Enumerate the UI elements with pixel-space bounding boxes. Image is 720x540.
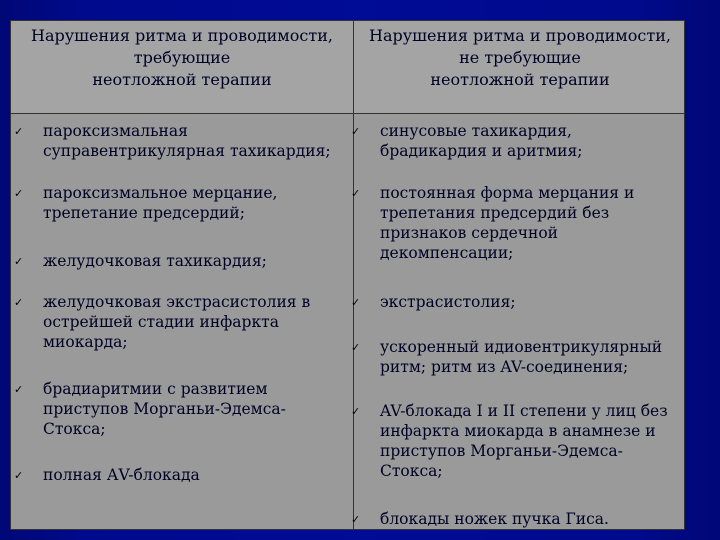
list-item xyxy=(351,183,635,263)
list-item-text: полная АV-блокада xyxy=(43,466,200,484)
check-icon: ✓ xyxy=(14,296,24,309)
list-item xyxy=(14,379,286,439)
check-icon: ✓ xyxy=(351,513,361,526)
list-item-text: пароксизмальная xyxy=(43,122,188,140)
check-icon: ✓ xyxy=(14,125,24,138)
header-right xyxy=(354,25,686,111)
list-item-text: желудочковая тахикардия; xyxy=(43,252,267,270)
check-icon: ✓ xyxy=(14,255,24,268)
list-item-text: брадиаритмии с развитием xyxy=(43,380,268,398)
list-item xyxy=(351,509,609,529)
list-item-text: постоянная форма мерцания и xyxy=(380,184,635,202)
list-item xyxy=(14,465,200,485)
list-item xyxy=(351,401,668,481)
comparison-table xyxy=(10,20,685,530)
list-item-text: желудочковая экстрасистолия в xyxy=(43,293,311,311)
list-item-text: трепетание предсердий; xyxy=(43,204,245,222)
list-item-text: пароксизмальное мерцание, xyxy=(43,184,278,202)
header-left-line-2: требующие xyxy=(133,48,231,67)
list-item-text: острейшей стадии инфаркта xyxy=(43,313,279,331)
list-item-text: Стокса; xyxy=(43,420,106,438)
list-item-text: ускоренный идиовентрикулярный xyxy=(380,338,663,356)
header-left xyxy=(11,25,353,111)
list-item-text: экстрасистолия; xyxy=(380,293,516,311)
list-item xyxy=(351,121,583,161)
list-item-text: инфаркта миокарда в анамнезе и xyxy=(380,422,656,440)
check-icon: ✓ xyxy=(351,341,361,354)
check-icon: ✓ xyxy=(14,469,24,482)
list-item-text: Стокса; xyxy=(380,462,443,480)
check-icon: ✓ xyxy=(351,296,361,309)
header-right-line-2: не требующие xyxy=(459,48,581,67)
list-item-text: трепетания предсердий без xyxy=(380,204,610,222)
check-icon: ✓ xyxy=(14,383,24,396)
header-left-line-1: Нарушения ритма и проводимости, xyxy=(31,26,333,45)
header-left-line-3: неотложной терапии xyxy=(92,70,272,89)
header-right-line-3: неотложной терапии xyxy=(430,70,610,89)
list-item xyxy=(351,292,516,312)
list-item xyxy=(14,251,267,271)
list-item-text: блокады ножек пучка Гиса. xyxy=(380,510,609,528)
check-icon: ✓ xyxy=(14,187,24,200)
list-item-text: брадикардия и аритмия; xyxy=(380,142,583,160)
list-item-text: декомпенсации; xyxy=(380,244,514,262)
list-item xyxy=(351,337,663,377)
header-right-line-1: Нарушения ритма и проводимости, xyxy=(369,26,671,45)
list-item-text: суправентрикулярная тахикардия; xyxy=(43,142,331,160)
list-item-text: синусовые тахикардия, xyxy=(380,122,572,140)
list-item xyxy=(14,183,278,223)
list-item-text: приступов Морганьи-Эдемса- xyxy=(380,442,623,460)
list-item-text: AV-блокада I и II степени у лиц без xyxy=(380,402,668,420)
check-icon: ✓ xyxy=(351,405,361,418)
list-item xyxy=(14,121,331,161)
list-item-text: миокарда; xyxy=(43,333,128,351)
list-item-text: признаков сердечной xyxy=(380,224,559,242)
list-item-text: приступов Морганьи-Эдемса- xyxy=(43,400,286,418)
check-icon: ✓ xyxy=(351,125,361,138)
list-item xyxy=(14,292,311,352)
check-icon: ✓ xyxy=(351,187,361,200)
list-item-text: ритм; ритм из AV-соединения; xyxy=(380,358,629,376)
